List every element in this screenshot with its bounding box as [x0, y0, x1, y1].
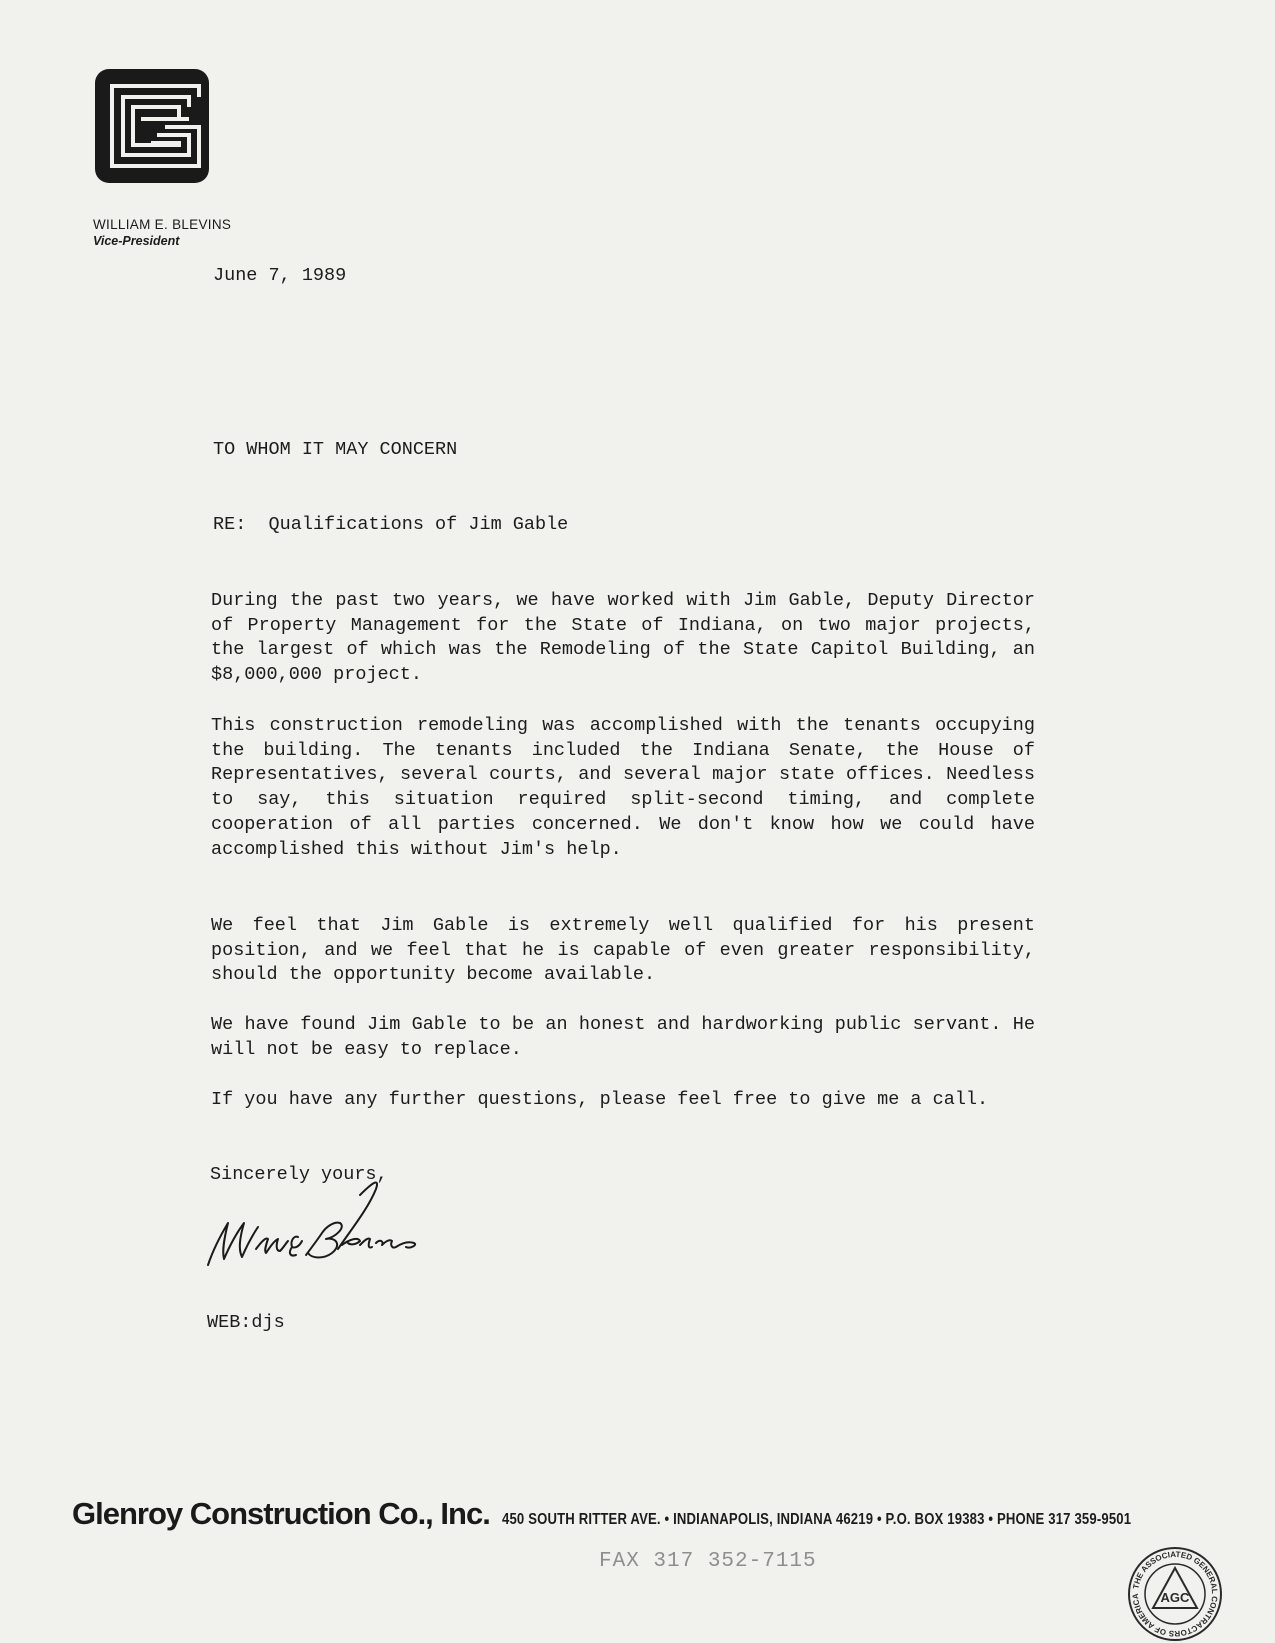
body-paragraph: During the past two years, we have worked with Jim Gable, Deputy Director of Property Management for the State of Indiana, on two major projects, the largest of which was the Remodeling of the State Capitol Building, an $8,000,000 project. [211, 590, 1035, 686]
sender-block [93, 216, 231, 249]
agc-seal-icon [1127, 1546, 1223, 1642]
sender-title: Vice-President [93, 234, 180, 248]
company-footer [72, 1496, 1222, 1532]
seal-ring-text: THE ASSOCIATED GENERAL CONTRACTORS OF AMERICA [1130, 1549, 1220, 1639]
body-paragraph: If you have any further questions, please feel free to give me a call. [211, 1089, 989, 1110]
body-paragraph: We have found Jim Gable to be an honest and hardworking public servant. He will not be easy to replace. [211, 1014, 1035, 1060]
letter-date: June 7, 1989 [213, 265, 347, 286]
subject-text: Qualifications of Jim Gable [268, 514, 569, 535]
company-name: Glenroy Construction Co., Inc. [72, 1496, 490, 1531]
body-paragraph: This construction remodeling was accomplished with the tenants occupying the building. The tenants included the Indiana Senate, the House of Representatives, several courts, and several major state offices. Needless to say, this situation required split-second timing, and complete cooperation of all parties concerned. We don't know how we could have accomplished this without Jim's help. [211, 715, 1035, 860]
company-address: 450 SOUTH RITTER AVE. • INDIANAPOLIS, INDIANA 46219 • P.O. BOX 19383 • PHONE 317 359-9501 [501, 1511, 1132, 1528]
signature-icon [200, 1175, 450, 1280]
salutation: TO WHOM IT MAY CONCERN [213, 439, 458, 460]
subject-line [213, 513, 568, 538]
seal-center-text: AGC [1160, 1590, 1190, 1605]
subject-label: RE: [213, 514, 247, 535]
reference-initials: WEB:djs [207, 1312, 285, 1333]
company-logo-icon [95, 69, 209, 183]
sender-name: WILLIAM E. BLEVINS [93, 217, 232, 232]
body-paragraph: We feel that Jim Gable is extremely well qualified for his present position, and we feel that he is capable of even greater responsibility, should the opportunity become available. [211, 915, 1035, 986]
closing: Sincerely yours, [210, 1164, 388, 1185]
fax-number: FAX 317 352-7115 [599, 1550, 817, 1573]
